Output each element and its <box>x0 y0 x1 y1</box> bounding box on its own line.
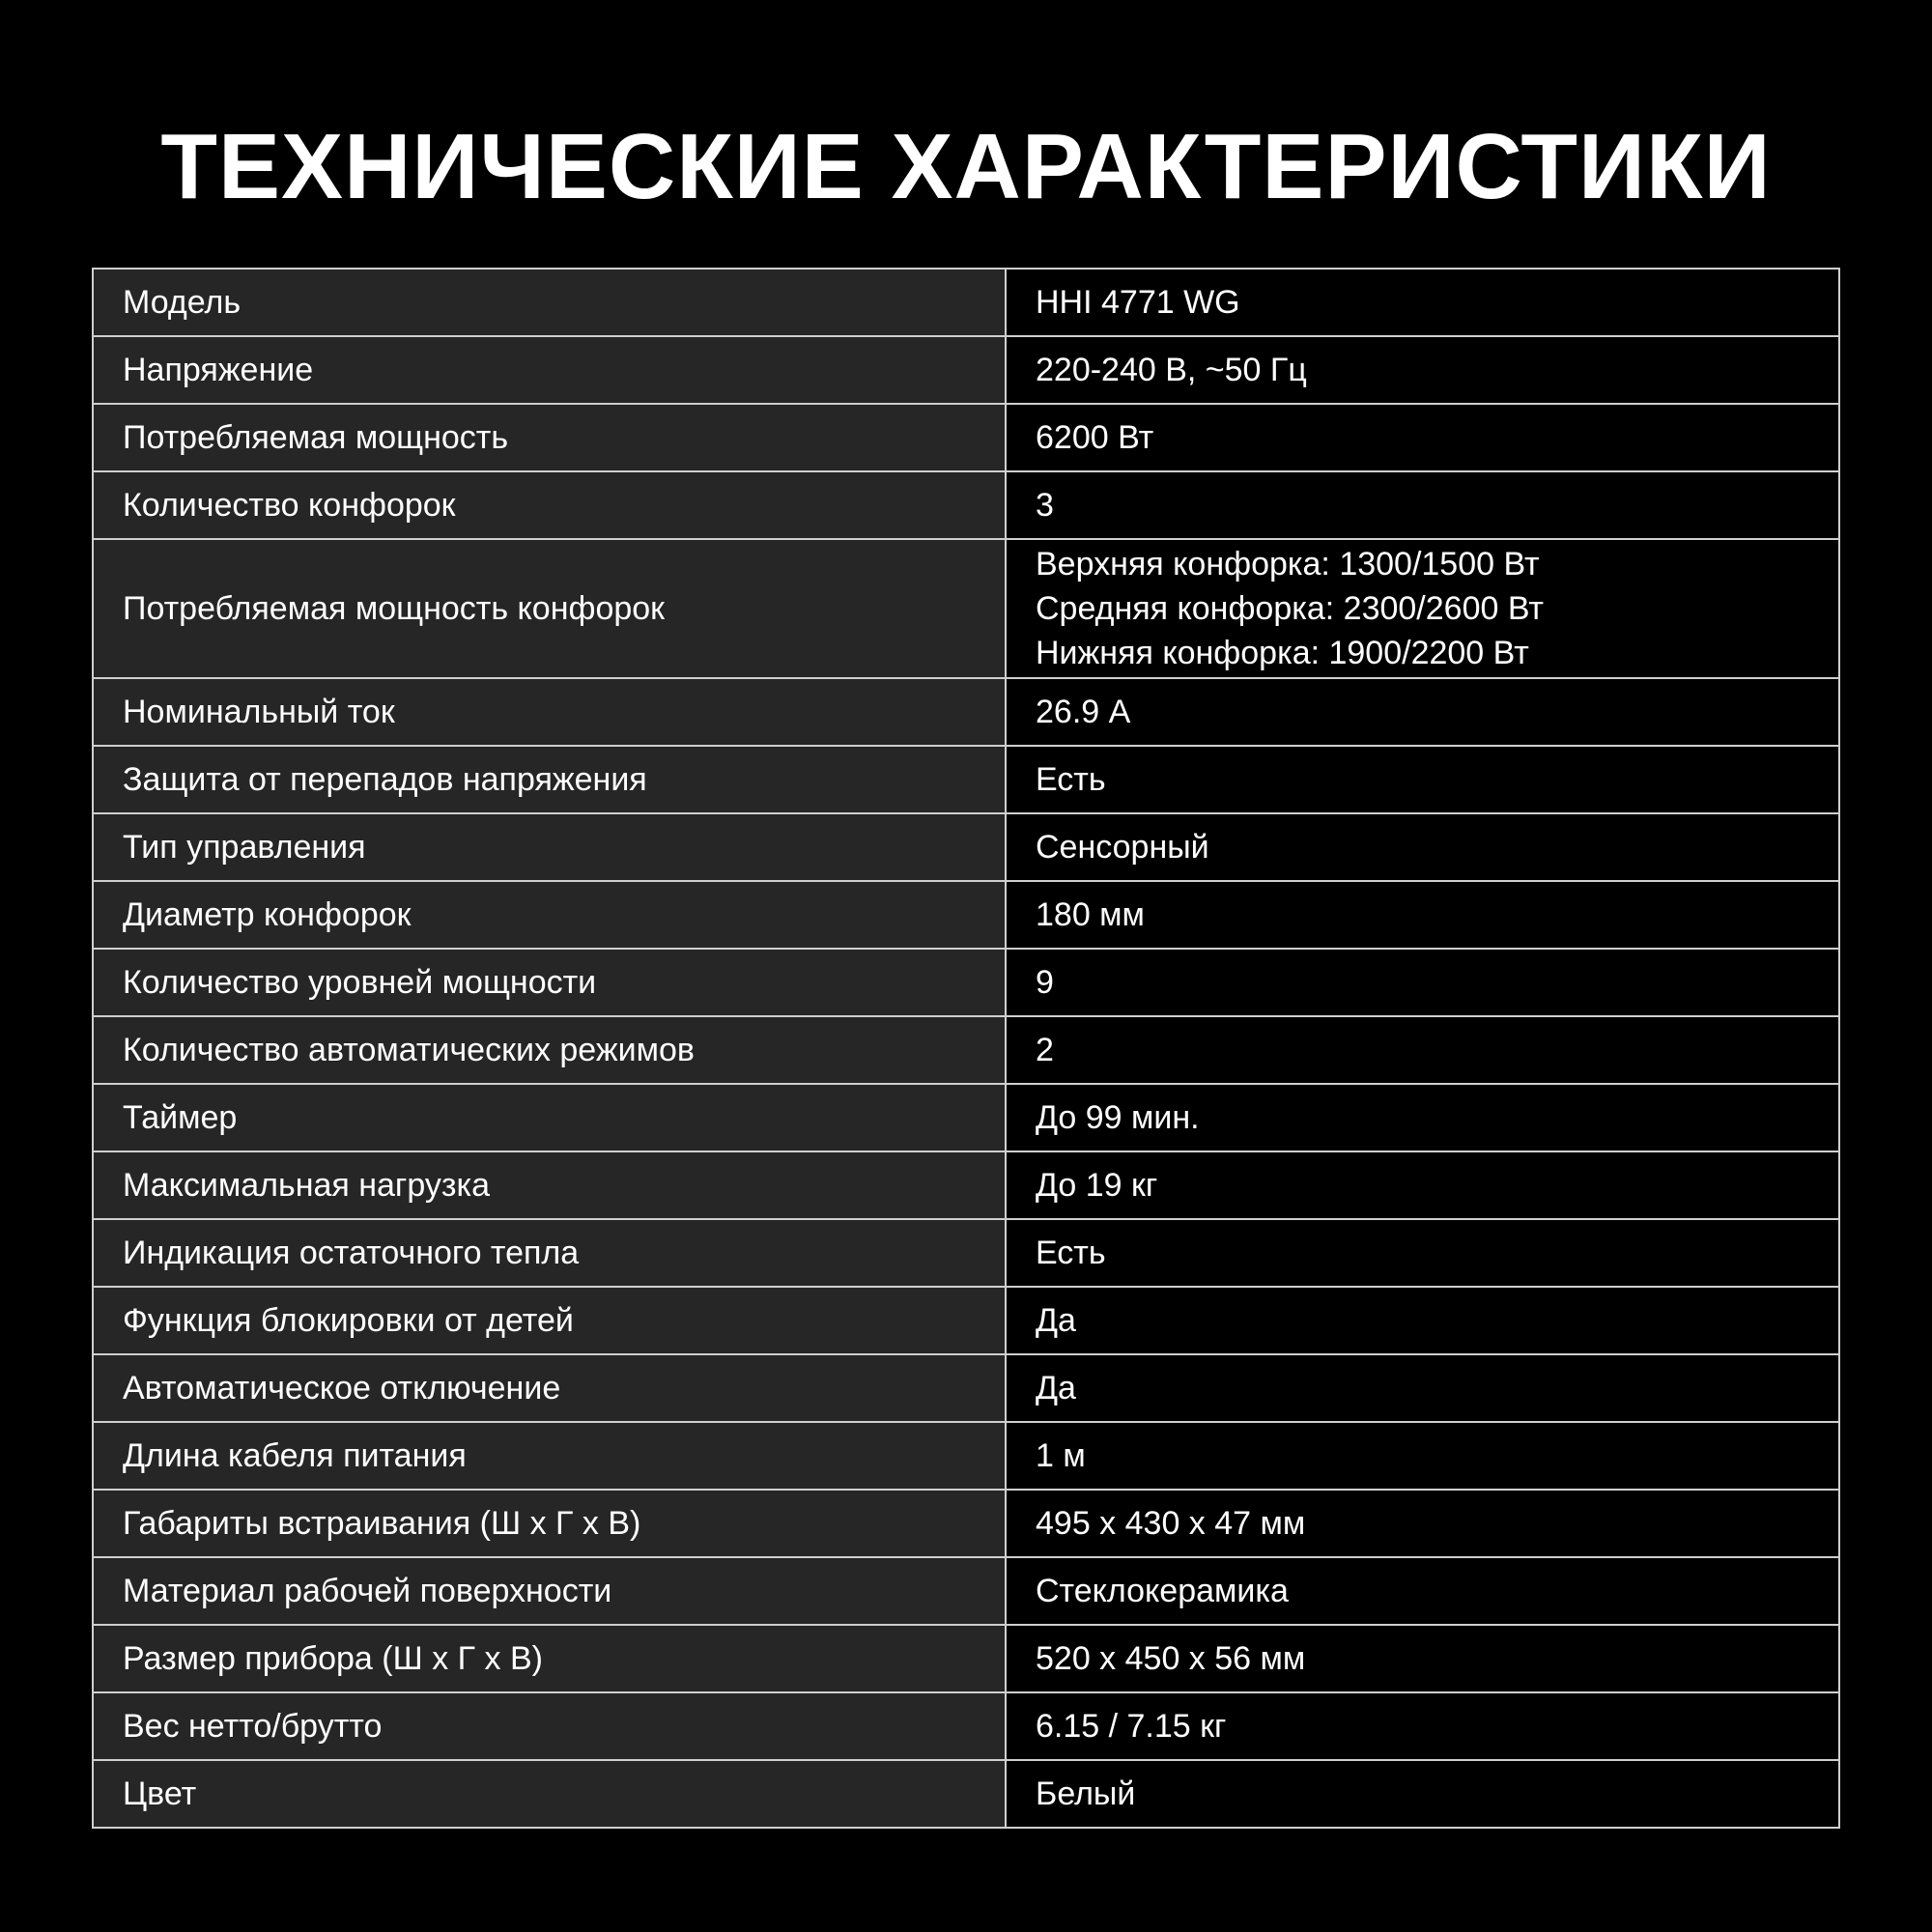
table-row <box>93 1287 1839 1354</box>
table-row <box>93 678 1839 746</box>
spec-value-control-type: Сенсорный <box>1006 813 1839 881</box>
spec-value-surface-material: Стеклокерамика <box>1006 1557 1839 1625</box>
spec-value-residual-heat: Есть <box>1006 1219 1839 1287</box>
spec-label-power-levels: Количество уровней мощности <box>93 949 1006 1016</box>
spec-value-auto-modes: 2 <box>1006 1016 1839 1084</box>
table-row <box>93 1557 1839 1625</box>
spec-value-voltage: 220-240 В, ~50 Гц <box>1006 336 1839 404</box>
spec-value-rated-current: 26.9 А <box>1006 678 1839 746</box>
spec-value-child-lock: Да <box>1006 1287 1839 1354</box>
spec-label-auto-modes: Количество автоматических режимов <box>93 1016 1006 1084</box>
spec-value-power: 6200 Вт <box>1006 404 1839 471</box>
spec-label-child-lock: Функция блокировки от детей <box>93 1287 1006 1354</box>
spec-label-rated-current: Номинальный ток <box>93 678 1006 746</box>
spec-value-timer: До 99 мин. <box>1006 1084 1839 1151</box>
spec-value-cable-length: 1 м <box>1006 1422 1839 1490</box>
spec-label-surface-material: Материал рабочей поверхности <box>93 1557 1006 1625</box>
table-row <box>93 1354 1839 1422</box>
spec-label-device-size: Размер прибора (Ш х Г х В) <box>93 1625 1006 1692</box>
spec-value-model: HHI 4771 WG <box>1006 269 1839 336</box>
spec-label-burner-count: Количество конфорок <box>93 471 1006 539</box>
spec-value-color: Белый <box>1006 1760 1839 1828</box>
burner-power-middle: Средняя конфорка: 2300/2600 Вт <box>1036 590 1544 627</box>
spec-label-weight: Вес нетто/брутто <box>93 1692 1006 1760</box>
spec-label-timer: Таймер <box>93 1084 1006 1151</box>
table-row <box>93 1219 1839 1287</box>
spec-label-color: Цвет <box>93 1760 1006 1828</box>
table-row <box>93 471 1839 539</box>
spec-value-burner-count: 3 <box>1006 471 1839 539</box>
table-row <box>93 1760 1839 1828</box>
table-row <box>93 269 1839 336</box>
spec-label-model: Модель <box>93 269 1006 336</box>
spec-value-builtin-dimensions: 495 х 430 х 47 мм <box>1006 1490 1839 1557</box>
spec-label-builtin-dimensions: Габариты встраивания (Ш х Г х В) <box>93 1490 1006 1557</box>
spec-value-surge-protection: Есть <box>1006 746 1839 813</box>
table-row <box>93 949 1839 1016</box>
spec-value-auto-shutoff: Да <box>1006 1354 1839 1422</box>
spec-value-device-size: 520 х 450 х 56 мм <box>1006 1625 1839 1692</box>
table-row <box>93 1692 1839 1760</box>
spec-label-cable-length: Длина кабеля питания <box>93 1422 1006 1490</box>
spec-label-voltage: Напряжение <box>93 336 1006 404</box>
spec-label-auto-shutoff: Автоматическое отключение <box>93 1354 1006 1422</box>
table-row <box>93 404 1839 471</box>
spec-label-residual-heat: Индикация остаточного тепла <box>93 1219 1006 1287</box>
burner-power-bottom: Нижняя конфорка: 1900/2200 Вт <box>1036 635 1529 671</box>
spec-value-burner-power <box>1006 539 1839 678</box>
table-row <box>93 1422 1839 1490</box>
page-title: ТЕХНИЧЕСКИЕ ХАРАКТЕРИСТИКИ <box>160 115 1772 218</box>
table-row <box>93 746 1839 813</box>
table-row <box>93 336 1839 404</box>
spec-label-burner-power: Потребляемая мощность конфорок <box>93 539 1006 678</box>
table-row <box>93 539 1839 678</box>
spec-label-surge-protection: Защита от перепадов напряжения <box>93 746 1006 813</box>
spec-label-control-type: Тип управления <box>93 813 1006 881</box>
table-row <box>93 1084 1839 1151</box>
spec-value-max-load: До 19 кг <box>1006 1151 1839 1219</box>
table-row <box>93 1490 1839 1557</box>
table-row <box>93 1016 1839 1084</box>
specifications-table <box>92 268 1840 1829</box>
table-row <box>93 1625 1839 1692</box>
spec-value-burner-diameter: 180 мм <box>1006 881 1839 949</box>
spec-label-max-load: Максимальная нагрузка <box>93 1151 1006 1219</box>
spec-value-power-levels: 9 <box>1006 949 1839 1016</box>
spec-value-weight: 6.15 / 7.15 кг <box>1006 1692 1839 1760</box>
table-row <box>93 1151 1839 1219</box>
spec-label-power: Потребляемая мощность <box>93 404 1006 471</box>
table-row <box>93 881 1839 949</box>
burner-power-top: Верхняя конфорка: 1300/1500 Вт <box>1036 546 1540 582</box>
spec-label-burner-diameter: Диаметр конфорок <box>93 881 1006 949</box>
table-row <box>93 813 1839 881</box>
